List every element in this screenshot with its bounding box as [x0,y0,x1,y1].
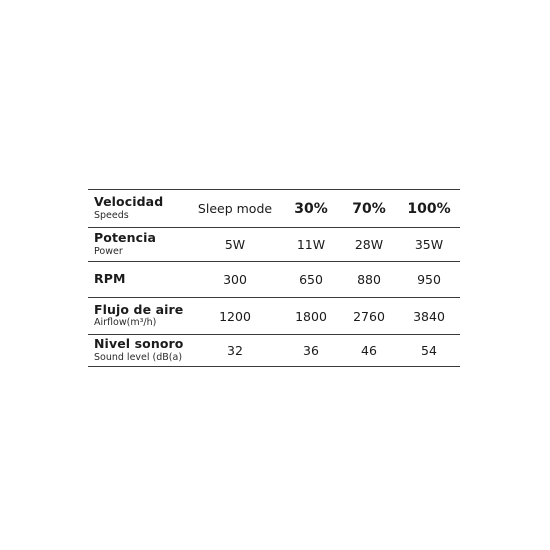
table-header-row [88,190,460,228]
table-cell: 2760 [353,308,385,324]
column-header-70: 70% [352,200,386,217]
row-label-cell [88,303,188,329]
table-cell: 5W [224,237,246,252]
table-cell: 650 [299,272,323,287]
table-row [88,298,460,335]
row-label: Flujo de aire [94,301,184,317]
table-cell: 880 [357,272,381,287]
row-label: Potencia [94,230,157,246]
header-sublabel: Speeds [94,209,129,221]
table-cell: 35W [414,237,444,252]
header-label-cell [88,195,188,221]
row-label: Nivel sonoro [94,336,184,352]
row-label-cell [88,337,188,363]
table-row [88,262,460,298]
table-cell: 1200 [219,308,251,324]
table-cell: 3840 [413,308,445,324]
table-cell: 11W [296,237,326,252]
row-sublabel: Power [94,245,123,257]
row-sublabel: Sound level (dB(a) [94,351,183,363]
column-header-sleep-mode: Sleep mode [197,201,273,216]
table-row [88,335,460,367]
table-row [88,228,460,262]
table-cell: 28W [354,237,384,252]
column-header-100: 100% [407,200,451,217]
table-cell: 1800 [295,308,327,324]
row-label-cell [88,231,188,257]
row-sublabel: Airflow(m³/h) [94,317,157,329]
table-cell: 32 [227,343,243,358]
table-cell: 950 [417,272,441,287]
row-label-cell [88,272,188,286]
column-header-30: 30% [294,200,328,217]
table-cell: 36 [303,343,319,358]
table-cell: 300 [223,272,247,287]
row-label: RPM [94,271,126,287]
table-cell: 46 [361,343,377,358]
header-label: Velocidad [94,194,164,210]
table-cell: 54 [421,343,437,358]
spec-table [88,189,460,367]
